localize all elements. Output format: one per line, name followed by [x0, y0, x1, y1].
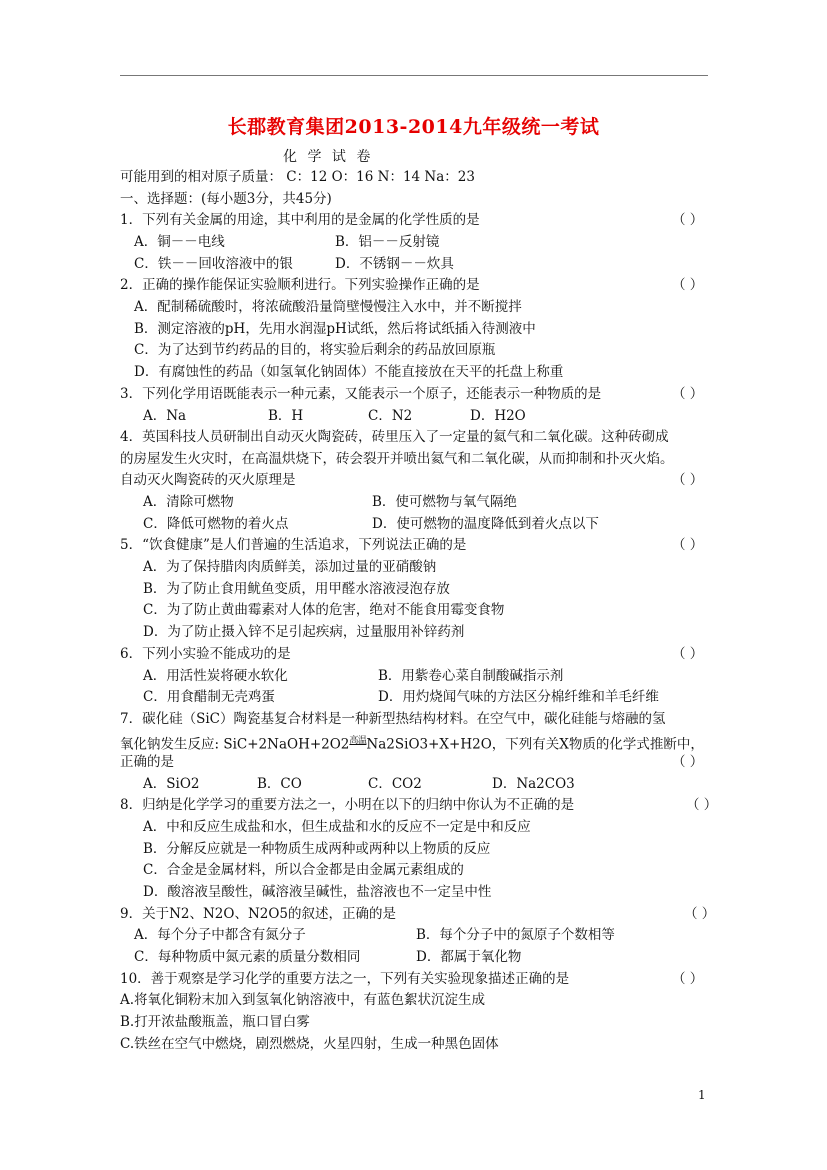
q10-answer-paren: （ ）: [672, 971, 704, 987]
q5-option-c: C．为了防止黄曲霉素对人体的危害，绝对不能食用霉变食物: [143, 602, 505, 618]
q4-option-c: C．降低可燃物的着火点: [143, 516, 289, 532]
q10-option-a: A.将氧化铜粉末加入到氢氧化钠溶液中，有蓝色絮状沉淀生成: [120, 992, 486, 1008]
q5-option-b: B．为了防止食用鱿鱼变质，用甲醛水溶液浸泡存放: [143, 581, 450, 597]
exam-title: 长郡教育集团2013-2014九年级统一考试: [227, 116, 600, 138]
q4-stem-line2: 的房屋发生火灾时，在高温烘烧下，砖会裂开并喷出氦气和二氧化碳，从而抑制和扑灭火焰。: [120, 451, 674, 467]
q8-option-c: C．合金是金属材料，所以合金都是由金属元素组成的: [143, 862, 464, 878]
q1-option-b: B．铝－－反射镜: [335, 234, 440, 250]
q8-stem: 8．归纳是化学学习的重要方法之一，小明在以下的归纳中你认为不正确的是: [120, 797, 575, 813]
q6-option-c: C．用食醋制无壳鸡蛋: [143, 689, 275, 705]
q9-answer-paren: （ ）: [684, 906, 716, 922]
header-rule: [120, 75, 708, 76]
q3-option-d: D．H2O: [470, 408, 526, 424]
q3-option-a: A．Na: [143, 408, 187, 424]
exam-subtitle: 化 学 试 卷: [283, 149, 374, 165]
q9-option-a: A．每个分子中都含有氮分子: [134, 927, 306, 943]
q9-option-c: C．每种物质中氮元素的质量分数相同: [134, 949, 361, 965]
q4-option-d: D．使可燃物的温度降低到着火点以下: [372, 516, 599, 532]
q7-answer-paren: （ ）: [672, 754, 704, 770]
q6-stem: 6．下列小实验不能成功的是: [120, 646, 291, 662]
q6-option-a: A．用活性炭将硬水软化: [143, 668, 288, 684]
q3-option-b: B．H: [268, 408, 304, 424]
q7-stem-line1: 7．碳化硅（SiC）陶瓷基复合材料是一种新型热结构材料。在空气中，碳化硅能与熔融的氢: [120, 711, 666, 727]
q9-stem: 9．关于N2、N2O、N2O5的叙述，正确的是: [120, 906, 397, 922]
q3-answer-paren: （ ）: [672, 386, 704, 402]
q2-option-c: C．为了达到节约药品的目的，将实验后剩余的药品放回原瓶: [134, 342, 496, 358]
q1-stem: 1．下列有关金属的用途，其中利用的是金属的化学性质的是: [120, 212, 480, 228]
q1-option-c: C．铁－－回收溶液中的银: [134, 256, 293, 272]
q7-option-d: D．Na2CO3: [492, 776, 575, 792]
atomic-masses: 可能用到的相对原子质量： C：12 O：16 N：14 Na：23: [120, 169, 475, 185]
q8-option-d: D．酸溶液呈酸性，碱溶液呈碱性，盐溶液也不一定呈中性: [143, 884, 492, 900]
q10-stem: 10．善于观察是学习化学的重要方法之一，下列有关实验现象描述正确的是: [120, 971, 570, 987]
q8-option-a: A．中和反应生成盐和水，但生成盐和水的反应不一定是中和反应: [143, 819, 531, 835]
q8-option-b: B．分解反应就是一种物质生成两种或两种以上物质的反应: [143, 841, 491, 857]
q10-option-c: C.铁丝在空气中燃烧，剧烈燃烧，火星四射，生成一种黑色固体: [120, 1036, 499, 1052]
q5-stem: 5．“饮食健康”是人们普遍的生活追求，下列说法正确的是: [120, 537, 467, 553]
q8-answer-paren: （ ）: [686, 797, 718, 813]
q2-stem: 2．正确的操作能保证实验顺利进行。下列实验操作正确的是: [120, 277, 480, 293]
q5-option-a: A．为了保持腊肉肉质鲜美，添加过量的亚硝酸钠: [143, 559, 437, 575]
q7-stem-line3: 正确的是: [120, 754, 174, 770]
q2-option-d: D．有腐蚀性的药品（如氢氧化钠固体）不能直接放在天平的托盘上称重: [134, 364, 564, 380]
q4-stem-line3: 自动灭火陶瓷砖的灭火原理是: [120, 472, 296, 488]
q6-option-b: B．用紫卷心菜自制酸碱指示剂: [378, 668, 564, 684]
q6-option-d: D．用灼烧闻气味的方法区分棉纤维和羊毛纤维: [378, 689, 659, 705]
q5-option-d: D．为了防止摄入锌不足引起疾病，过量服用补锌药剂: [143, 624, 465, 640]
q7-option-a: A．SiO2: [143, 776, 200, 792]
q3-stem: 3．下列化学用语既能表示一种元素，又能表示一个原子，还能表示一种物质的是: [120, 386, 602, 402]
q7-stem-line2: [120, 732, 704, 754]
q4-answer-paren: （ ）: [672, 472, 704, 488]
q1-option-a: A．铜－－电线: [134, 234, 225, 250]
q4-stem-line1: 4．英国科技人员研制出自动灭火陶瓷砖，砖里压入了一定量的氦气和二氧化碳。这种砖砌成: [120, 429, 669, 445]
q1-answer-paren: （ ）: [672, 212, 704, 228]
q7-equation-left: 氧化钠发生反应: SiC+2NaOH+2O2: [120, 736, 350, 753]
q9-option-d: D．都属于氧化物: [416, 949, 522, 965]
q3-option-c: C．N2: [368, 408, 413, 424]
section-heading: 一、选择题：(每小题3分，共45分): [120, 191, 332, 207]
q10-option-b: B.打开浓盐酸瓶盖，瓶口冒白雾: [120, 1014, 310, 1030]
q9-option-b: B．每个分子中的氮原子个数相等: [416, 927, 615, 943]
q7-option-b: B．CO: [257, 776, 302, 792]
q5-answer-paren: （ ）: [672, 537, 704, 553]
q4-option-b: B．使可燃物与氧气隔绝: [372, 494, 517, 510]
q7-reaction-condition: 高温: [349, 736, 367, 746]
q7-option-c: C．CO2: [368, 776, 422, 792]
q2-option-a: A．配制稀硫酸时，将浓硫酸沿量筒壁慢慢注入水中，并不断搅拌: [134, 299, 522, 315]
q7-equation-right: Na2SiO3+X+H2O，下列有关X物质的化学式推断中，: [366, 736, 704, 753]
q2-answer-paren: （ ）: [672, 277, 704, 293]
q6-answer-paren: （ ）: [672, 646, 704, 662]
q1-option-d: D．不锈钢－－炊具: [335, 256, 454, 272]
q4-option-a: A．清除可燃物: [143, 494, 234, 510]
q2-option-b: B．测定溶液的pH，先用水润湿pH试纸，然后将试纸插入待测液中: [134, 321, 536, 337]
page-number: 1: [698, 1088, 706, 1102]
